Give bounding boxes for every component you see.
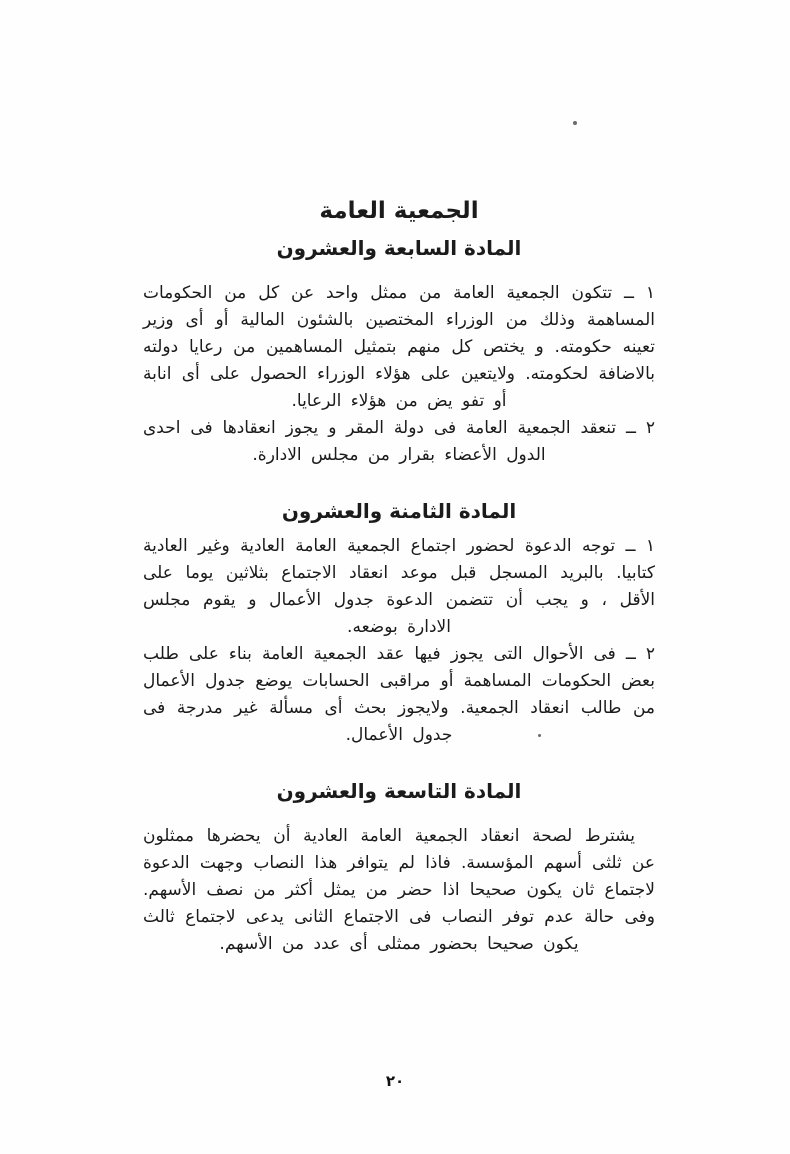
item-text: تتكون الجمعية العامة من ممثل واحد عن كل من الحكومات المساهمة وذلك من الوزراء المختصين بالشئون المالية أو أى وزير تعينه حكومته. و يختص كل منهم بتمثيل المساهمين من رعايا دولته بالاضافة لحكومته. ولايتعين على هؤلاء الوزراء الحصول على أى انابة أو تفو يض من هؤلاء الرعايا. xyxy=(143,283,655,411)
document-content xyxy=(143,198,655,958)
article-27-item-2 xyxy=(143,415,655,469)
document-title: الجمعية العامة xyxy=(319,198,479,224)
section-article-28 xyxy=(143,499,655,749)
item-text: فى الأحوال التى يجوز فيها عقد الجمعية العامة بناء على طلب بعض الحكومات المساهمة أو مراقبى الحسابات يوضع جدول الأعمال من طالب انعقاد الجمعية. ولايجوز بحث أى مسألة غير مدرجة فى جدول الأعمال. xyxy=(143,644,655,745)
page-number: ٢٠ xyxy=(385,1072,405,1090)
article-27-heading: المادة السابعة والعشرون xyxy=(276,236,522,260)
article-27-item-1 xyxy=(143,280,655,415)
article-29-heading: المادة التاسعة والعشرون xyxy=(276,779,522,803)
item-text: توجه الدعوة لحضور اجتماع الجمعية العامة العادية وغير العادية كتابيا. بالبريد المسجل قبل موعد انعقاد الاجتماع بثلاثين يوما على الأقل ، و يجب أن تتضمن الدعوة جدول الأعمال و يقوم مجلس الادارة بوضعه. xyxy=(143,536,655,637)
scan-speck xyxy=(573,121,577,125)
article-28-item-2 xyxy=(143,641,655,749)
article-28-item-1 xyxy=(143,533,655,641)
item-text: يشترط لصحة انعقاد الجمعية العامة العادية أن يحضرها ممثلون عن ثلثى أسهم المؤسسة. فاذا لم يتوافر هذا النصاب وجهت الدعوة لاجتماع ثان يكون صحيحا اذا حضر من يمثل أكثر من نصف الأسهم. وفى حالة عدم توفر النصاب فى الاجتماع الثانى يدعى لاجتماع ثالث يكون صحيحا بحضور ممثلى أى عدد من الأسهم. xyxy=(143,826,655,954)
section-article-29 xyxy=(143,779,655,958)
section-article-27 xyxy=(143,236,655,469)
item-number: ٢ ــ xyxy=(625,644,656,664)
item-number: ١ ــ xyxy=(625,536,655,556)
item-text: تنعقد الجمعية العامة فى دولة المقر و يجوز انعقادها فى احدى الدول الأعضاء بقرار من مجلس الادارة. xyxy=(143,418,617,465)
article-28-heading: المادة الثامنة والعشرون xyxy=(281,499,517,523)
article-29-paragraph xyxy=(143,823,655,958)
item-number: ١ ــ xyxy=(623,283,655,303)
item-number: ٢ ــ xyxy=(626,418,655,438)
